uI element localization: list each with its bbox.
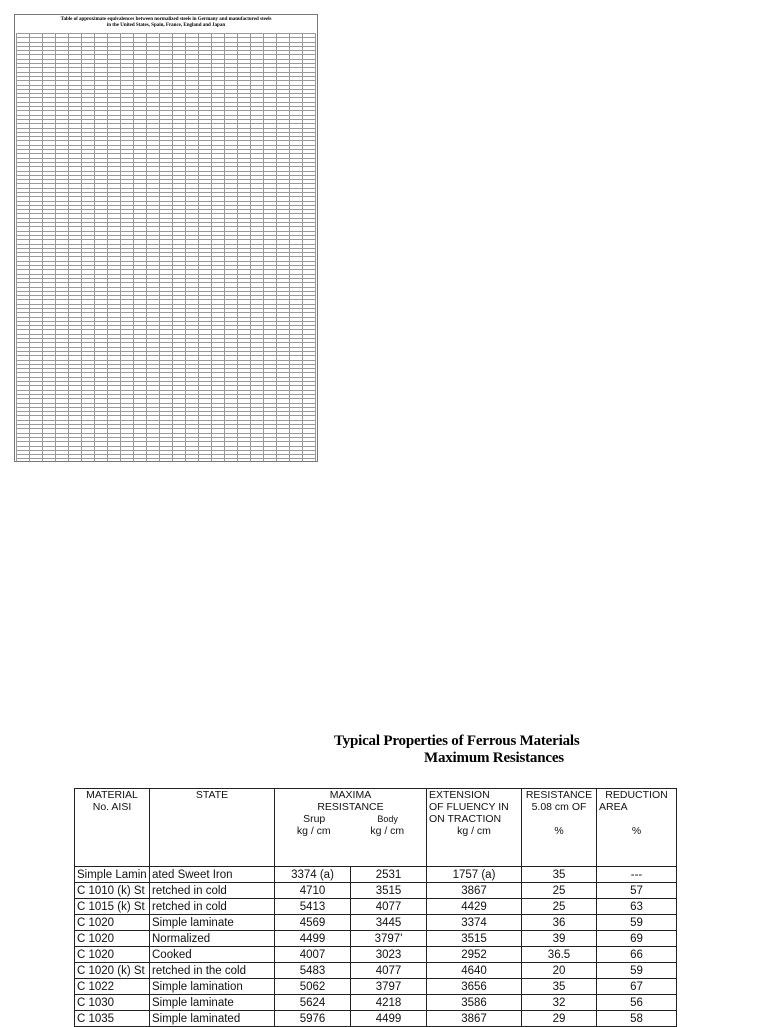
body-cell: 3515 — [351, 883, 427, 899]
table-header-row — [75, 789, 677, 867]
table-row — [75, 995, 677, 1011]
reduction-cell: 66 — [597, 947, 677, 963]
equivalence-title-line2: in the United States, Spain, France, England and Japan — [106, 23, 226, 28]
extension-cell: 3867 — [427, 1011, 522, 1027]
ferrous-properties-table — [74, 788, 677, 1027]
srup-cell: 5413 — [275, 899, 351, 915]
srup-cell: 4569 — [275, 915, 351, 931]
extension-header — [427, 789, 522, 867]
extension-header-line3: ON TRACTION — [429, 813, 502, 825]
ferrous-properties-title: Typical Properties of Ferrous Materials — [334, 733, 580, 749]
extension-cell: 2952 — [427, 947, 522, 963]
state-cell: retched in the cold — [150, 963, 275, 979]
table-row — [75, 883, 677, 899]
reduction-cell: --- — [597, 867, 677, 883]
material-cell: C 1030 — [75, 995, 150, 1011]
srup-cell: 5483 — [275, 963, 351, 979]
state-cell: Simple lamination — [150, 979, 275, 995]
material-cell: Simple Lamin — [75, 867, 150, 883]
extension-cell: 3374 — [427, 915, 522, 931]
extension-unit: kg / cm — [457, 825, 491, 837]
table-row — [75, 931, 677, 947]
material-cell: C 1020 — [75, 947, 150, 963]
state-cell: ated Sweet Iron — [150, 867, 275, 883]
reduction-header-line2: AREA — [599, 801, 628, 813]
equivalence-table-page — [14, 14, 318, 462]
material-cell: C 1015 (k) St — [75, 899, 150, 915]
table-row — [75, 867, 677, 883]
srup-cell: 5062 — [275, 979, 351, 995]
material-cell: C 1035 — [75, 1011, 150, 1027]
material-header-line2: No. AISI — [92, 801, 132, 813]
resistance-cell: 25 — [522, 899, 597, 915]
equivalence-title-line1: Table of approximate equivalences between normalized steels in Germany and manufactured steels — [60, 17, 272, 22]
reduction-header-line1: REDUCTION — [605, 789, 668, 801]
resistance-cell: 39 — [522, 931, 597, 947]
resistance-cell: 25 — [522, 883, 597, 899]
material-header-line1: MATERIAL — [86, 789, 138, 801]
equivalence-row — [17, 459, 316, 462]
reduction-cell: 67 — [597, 979, 677, 995]
state-cell: retched in cold — [150, 899, 275, 915]
extension-cell: 3515 — [427, 931, 522, 947]
table-row — [75, 915, 677, 931]
reduction-cell: 57 — [597, 883, 677, 899]
resistance-cell: 35 — [522, 979, 597, 995]
body-cell: 3797' — [351, 931, 427, 947]
resistance-header — [522, 789, 597, 867]
extension-cell: 1757 (a) — [427, 867, 522, 883]
table-row — [75, 963, 677, 979]
state-cell: Simple laminate — [150, 995, 275, 1011]
table-row — [75, 1011, 677, 1027]
extension-cell: 4429 — [427, 899, 522, 915]
material-cell: C 1020 (k) St — [75, 963, 150, 979]
srup-cell: 4007 — [275, 947, 351, 963]
resistance-cell: 36.5 — [522, 947, 597, 963]
body-cell: 3445 — [351, 915, 427, 931]
extension-cell: 4640 — [427, 963, 522, 979]
srup-header: Srup — [303, 813, 326, 825]
material-cell: C 1020 — [75, 915, 150, 931]
material-cell: C 1020 — [75, 931, 150, 947]
state-cell: Simple laminate — [150, 915, 275, 931]
srup-cell: 3374 (a) — [275, 867, 351, 883]
srup-unit: kg / cm — [296, 825, 331, 837]
ferrous-properties-subtitle: Maximum Resistances — [424, 750, 564, 766]
body-cell: 3797 — [351, 979, 427, 995]
body-cell: 4499 — [351, 1011, 427, 1027]
table-row — [75, 979, 677, 995]
equivalence-table-title — [15, 15, 317, 33]
body-cell: 4077 — [351, 899, 427, 915]
reduction-cell: 56 — [597, 995, 677, 1011]
srup-cell: 4710 — [275, 883, 351, 899]
srup-cell: 5624 — [275, 995, 351, 1011]
body-unit: kg / cm — [370, 825, 405, 837]
material-cell: C 1022 — [75, 979, 150, 995]
srup-cell: 4499 — [275, 931, 351, 947]
resistance-cell: 36 — [522, 915, 597, 931]
extension-header-line2: OF FLUENCY IN — [429, 801, 509, 813]
body-header: Body — [377, 814, 398, 824]
maxima-header-line1: MAXIMA — [329, 789, 372, 801]
equivalence-table — [16, 33, 316, 462]
table-row — [75, 947, 677, 963]
extension-header-line1: EXTENSION — [429, 789, 490, 801]
reduction-cell: 63 — [597, 899, 677, 915]
reduction-cell: 69 — [597, 931, 677, 947]
resistance-cell: 35 — [522, 867, 597, 883]
extension-cell: 3656 — [427, 979, 522, 995]
extension-cell: 3586 — [427, 995, 522, 1011]
reduction-cell: 58 — [597, 1011, 677, 1027]
state-header: STATE — [150, 789, 275, 867]
body-cell: 4218 — [351, 995, 427, 1011]
body-cell: 4077 — [351, 963, 427, 979]
maxima-resistance-header — [275, 789, 427, 867]
resistance-cell: 32 — [522, 995, 597, 1011]
state-cell: Cooked — [150, 947, 275, 963]
state-cell: Normalized — [150, 931, 275, 947]
reduction-unit: % — [631, 825, 642, 837]
extension-cell: 3867 — [427, 883, 522, 899]
resistance-header-line1: RESISTANCE — [525, 789, 593, 801]
state-cell: retched in cold — [150, 883, 275, 899]
srup-cell: 5976 — [275, 1011, 351, 1027]
reduction-cell: 59 — [597, 963, 677, 979]
resistance-unit: % — [554, 825, 564, 837]
state-cell: Simple laminated — [150, 1011, 275, 1027]
resistance-cell: 29 — [522, 1011, 597, 1027]
resistance-header-line2: 5.08 cm OF — [531, 801, 587, 813]
material-cell: C 1010 (k) St — [75, 883, 150, 899]
table-row — [75, 899, 677, 915]
reduction-cell: 59 — [597, 915, 677, 931]
resistance-cell: 20 — [522, 963, 597, 979]
material-header — [75, 789, 150, 867]
maxima-header-line2: RESISTANCE — [317, 801, 384, 813]
reduction-header — [597, 789, 677, 867]
body-cell: 3023 — [351, 947, 427, 963]
body-cell: 2531 — [351, 867, 427, 883]
